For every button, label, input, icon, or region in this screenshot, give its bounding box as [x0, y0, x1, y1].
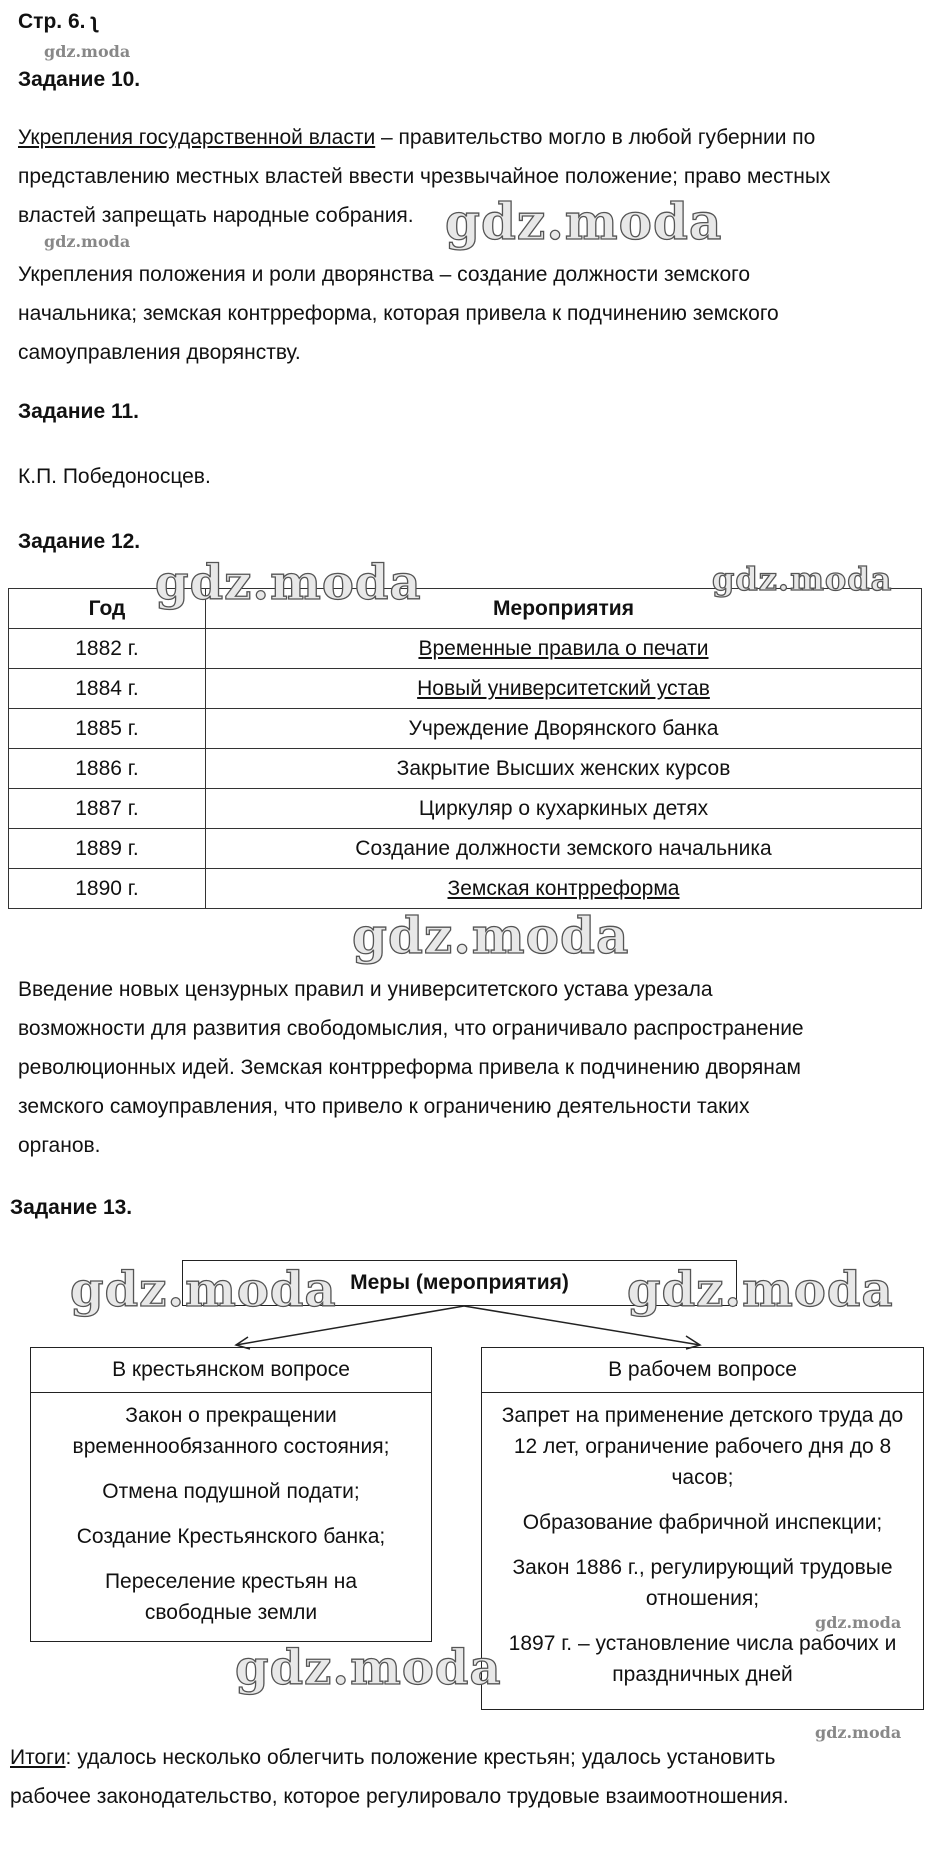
root-box-title: Меры (мероприятия): [350, 1271, 569, 1294]
watermark-small: gdz.moda: [815, 1723, 902, 1742]
task10-title: Задание 10.: [18, 68, 141, 91]
worker-box: [481, 1347, 924, 1710]
task10-p2-line1: Укрепления положения и роли дворянства – создание должности земского: [18, 263, 751, 286]
task10-p1-line3: властей запрещать народные собрания.: [18, 204, 414, 227]
event-text: Земская контрреформа: [447, 876, 680, 900]
event-text: Учреждение Дворянского банка: [408, 716, 719, 740]
list-item: Создание Крестьянского банка;: [76, 1525, 386, 1548]
year-cell: 1886 г.: [9, 749, 206, 789]
conclusion-line: органов.: [18, 1134, 101, 1157]
year-cell: 1882 г.: [9, 629, 206, 669]
watermark: gdz.moda: [445, 192, 723, 251]
watermark: gdz.moda: [712, 560, 893, 598]
list-item: Закон о прекращении временнообязанного состояния;: [72, 1404, 390, 1458]
divider: [31, 1392, 431, 1393]
peasant-measures-list: [31, 1400, 431, 1642]
summary-line1: : удалось несколько облегчить положение крестьян; удалось установить: [65, 1746, 776, 1769]
event-text: Новый университетский устав: [417, 676, 710, 700]
watermark: gdz.moda: [235, 1640, 502, 1696]
list-item: Закон 1886 г., регулирующий трудовые отношения;: [512, 1556, 893, 1610]
task13-summary: [10, 1738, 920, 1816]
task11-answer: К.П. Победоносцев.: [18, 465, 211, 488]
column-header-year: Год: [9, 589, 206, 629]
conclusion-line: возможности для развития свободомыслия, что ограничивало распространение: [18, 1017, 804, 1040]
conclusion-line: революционных идей. Земская контрреформа привела к подчинению дворянам: [18, 1056, 801, 1079]
peasant-box: [30, 1347, 432, 1642]
column-header-events: Мероприятия: [206, 589, 922, 629]
watermark: gdz.moda: [155, 555, 422, 611]
watermark-small: gdz.moda: [815, 1613, 902, 1632]
task10-p2-line3: самоуправления дворянству.: [18, 341, 301, 364]
watermark-small: gdz.moda: [44, 232, 131, 251]
list-item: Запрет на применение детского труда до 12 лет, ограничение рабочего дня до 8 часов;: [501, 1404, 904, 1489]
page-reference: Стр. 6. ʅ: [18, 10, 99, 33]
year-cell: 1887 г.: [9, 789, 206, 829]
task10-p1-line1: – правительство могло в любой губернии по: [375, 126, 816, 149]
conclusion-line: Введение новых цензурных правил и университетского устава урезала: [18, 978, 713, 1001]
event-text: Циркуляр о кухаркиных детях: [418, 796, 709, 820]
year-cell: 1889 г.: [9, 829, 206, 869]
year-cell: 1890 г.: [9, 869, 206, 909]
task10-p2-line2: начальника; земская контрреформа, которая привела к подчинению земского: [18, 302, 779, 325]
task10-p1-line2: представлению местных властей ввести чрезвычайное положение; право местных: [18, 165, 831, 188]
list-item: Отмена подушной подати;: [102, 1480, 360, 1503]
list-item: 1897 г. – установление числа рабочих и праздничных дней: [508, 1632, 897, 1686]
year-cell: 1885 г.: [9, 709, 206, 749]
event-text: Создание должности земского начальника: [355, 836, 772, 860]
task10-term: Укрепления государственной власти: [18, 126, 376, 149]
watermark: gdz.moda: [352, 906, 630, 965]
event-text: Закрытие Высших женских курсов: [396, 756, 731, 780]
task13-title: Задание 13.: [10, 1196, 133, 1219]
conclusion-line: земского самоуправления, что привело к ограничению деятельности таких: [18, 1095, 750, 1118]
year-cell: 1884 г.: [9, 669, 206, 709]
list-item: Образование фабричной инспекции;: [522, 1511, 883, 1534]
event-text: Временные правила о печати: [418, 636, 709, 660]
worker-box-title: В рабочем вопросе: [608, 1358, 797, 1381]
watermark: gdz.moda: [627, 1262, 894, 1318]
task11-title: Задание 11.: [18, 400, 139, 423]
list-item: Переселение крестьян на свободные земли: [104, 1570, 358, 1624]
watermark-small: gdz.moda: [44, 42, 131, 61]
summary-line2: рабочее законодательство, которое регулировало трудовые взаимоотношения.: [10, 1785, 789, 1808]
watermark: gdz.moda: [70, 1262, 337, 1318]
task12-title: Задание 12.: [18, 530, 141, 553]
divider: [482, 1392, 923, 1393]
worker-measures-list: [482, 1400, 923, 1704]
summary-label: Итоги: [10, 1746, 66, 1769]
peasant-box-title: В крестьянском вопросе: [112, 1358, 350, 1381]
